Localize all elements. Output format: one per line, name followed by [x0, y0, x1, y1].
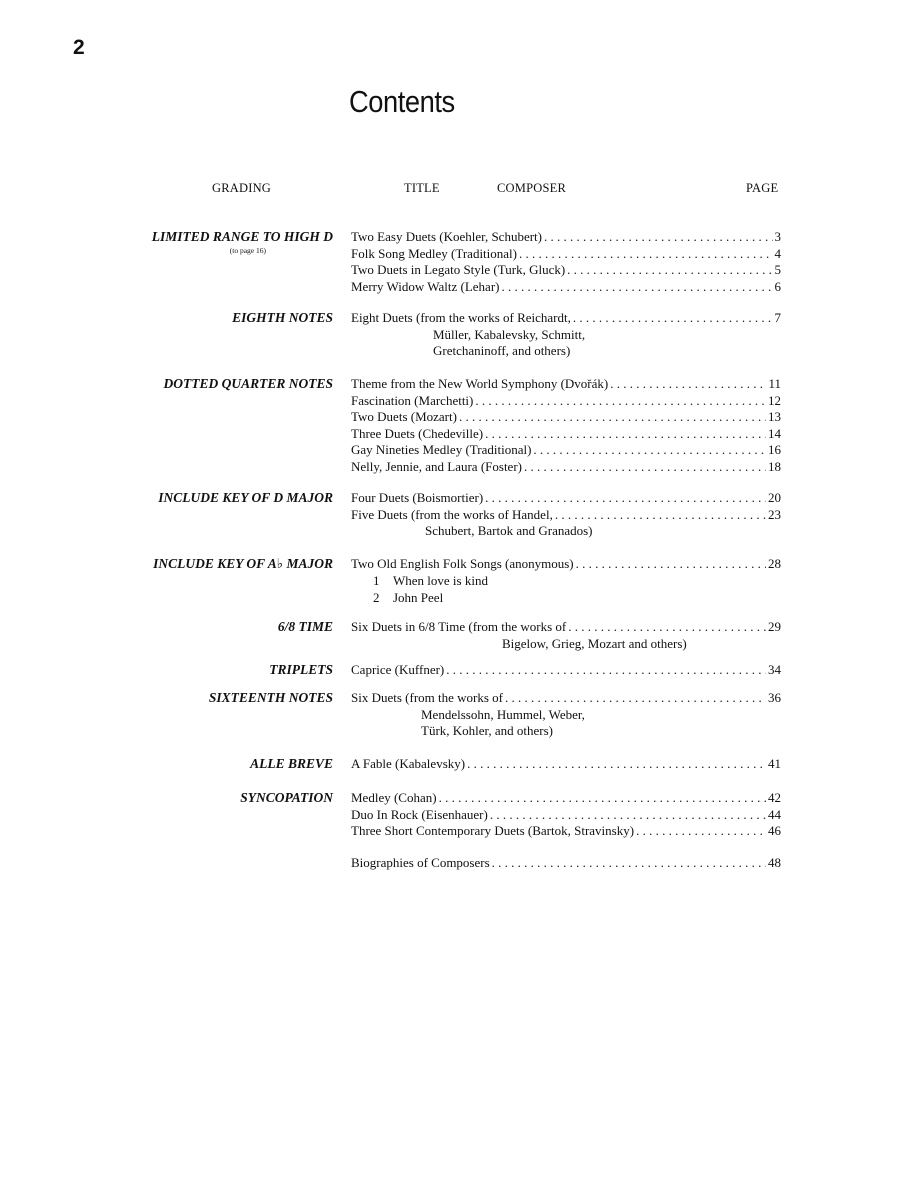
toc-entry[interactable]: [351, 459, 781, 475]
entry-title: Merry Widow Waltz (Lehar): [351, 278, 500, 294]
sub-item: [373, 590, 443, 606]
grade-label: INCLUDE KEY OF D MAJOR: [158, 490, 333, 505]
entry-page: 4: [774, 245, 781, 261]
entry-title: Folk Song Medley (Traditional): [351, 245, 517, 261]
page-title: Contents: [349, 84, 455, 119]
entry-continuation: Müller, Kabalevsky, Schmitt,: [433, 326, 586, 342]
toc-entry[interactable]: [351, 490, 781, 506]
toc-entry[interactable]: [351, 376, 781, 392]
toc-entry[interactable]: [351, 246, 781, 262]
header-title: TITLE: [404, 181, 440, 195]
toc-entry[interactable]: [351, 807, 781, 823]
entry-title: A Fable (Kabalevsky): [351, 756, 466, 771]
entry-page: 48: [768, 855, 781, 870]
toc-entry[interactable]: [351, 442, 781, 458]
entry-title: Six Duets in 6/8 Time (from the works of: [351, 619, 567, 634]
toc-entry[interactable]: [351, 229, 781, 245]
grade-label: INCLUDE KEY OF A♭ MAJOR: [153, 556, 333, 571]
entry-title: Biographies of Composers: [351, 855, 490, 870]
toc-entry[interactable]: [351, 756, 781, 772]
entry-title: Caprice (Kuffner): [351, 662, 445, 677]
header-grading: GRADING: [212, 181, 272, 195]
page-number: 2: [73, 36, 85, 59]
entry-page: 11: [768, 376, 781, 391]
entry-page: 42: [768, 790, 781, 805]
entry-page: 34: [768, 662, 781, 677]
entry-page: 6: [774, 278, 781, 294]
toc-entry[interactable]: [351, 790, 781, 806]
grade-label: 6/8 TIME: [277, 619, 333, 634]
entry-continuation: Mendelssohn, Hummel, Weber,: [421, 706, 585, 722]
entry-title: Theme from the New World Symphony (Dvořák): [351, 376, 609, 391]
toc-entry[interactable]: [351, 556, 781, 572]
sub-item-number: 1: [373, 573, 380, 588]
grade-label: SYNCOPATION: [240, 790, 333, 805]
entry-title: Gay Nineties Medley (Traditional): [351, 442, 532, 457]
entry-title: Five Duets (from the works of Handel,: [351, 506, 553, 522]
entry-page: 20: [768, 490, 781, 505]
header-page: PAGE: [746, 181, 779, 195]
entry-title: Two Duets (Mozart): [351, 409, 457, 424]
entry-continuation: Bigelow, Grieg, Mozart and others): [502, 635, 687, 651]
entry-title: Two Old English Folk Songs (anonymous): [351, 556, 574, 571]
entry-title: Medley (Cohan): [351, 790, 437, 805]
entry-continuation: Gretchaninoff, and others): [433, 343, 571, 358]
entry-page: 14: [768, 425, 781, 441]
toc-entry[interactable]: [351, 393, 781, 409]
entry-page: 41: [768, 756, 781, 771]
entry-title: Fascination (Marchetti): [351, 392, 474, 408]
toc-entry[interactable]: [351, 662, 781, 678]
entry-page: 28: [768, 556, 781, 571]
entry-page: 13: [768, 409, 781, 424]
grade-note: (to page 16): [229, 246, 266, 255]
entry-page: 7: [774, 310, 781, 325]
grade-label: LIMITED RANGE TO HIGH D: [151, 229, 333, 244]
sub-item-number: 2: [373, 590, 380, 605]
entry-title: Four Duets (Boismortier): [351, 490, 484, 505]
entry-page: 23: [768, 506, 781, 522]
entry-page: 18: [768, 458, 781, 474]
grade-label: SIXTEENTH NOTES: [208, 690, 333, 705]
entry-title: Two Duets in Legato Style (Turk, Gluck): [351, 262, 566, 277]
grade-label: ALLE BREVE: [250, 756, 333, 771]
toc-entry[interactable]: [351, 426, 781, 442]
entry-page: 36: [768, 690, 781, 705]
entry-page: 3: [774, 229, 781, 244]
sub-item: [373, 573, 488, 589]
entry-continuation: Türk, Kohler, and others): [421, 723, 553, 738]
grade-label: TRIPLETS: [269, 662, 333, 677]
entry-title: Three Short Contemporary Duets (Bartok, Stravinsky): [351, 823, 635, 838]
toc-entry[interactable]: [351, 279, 781, 295]
sub-item-text: John Peel: [393, 590, 444, 605]
entry-title: Three Duets (Chedeville): [351, 425, 484, 441]
toc-entry[interactable]: [351, 262, 781, 278]
entry-title: Two Easy Duets (Koehler, Schubert): [351, 229, 542, 244]
entry-title: Six Duets (from the works of: [351, 690, 504, 705]
entry-title: Duo In Rock (Eisenhauer): [351, 806, 488, 822]
grade-label: DOTTED QUARTER NOTES: [163, 376, 333, 391]
grade-label: EIGHTH NOTES: [232, 310, 333, 325]
toc-entry[interactable]: [351, 690, 781, 706]
header-composer: COMPOSER: [497, 181, 566, 195]
sub-item-text: When love is kind: [393, 573, 488, 588]
entry-page: 5: [774, 262, 781, 277]
toc-entry[interactable]: [351, 409, 781, 425]
entry-page: 44: [768, 806, 781, 822]
entry-page: 46: [768, 823, 781, 838]
entry-title: Nelly, Jennie, and Laura (Foster): [351, 458, 522, 474]
toc-entry[interactable]: [351, 823, 781, 839]
toc-entry[interactable]: [351, 855, 781, 871]
entry-page: 16: [768, 442, 781, 457]
entry-continuation: Schubert, Bartok and Granados): [425, 523, 593, 538]
toc-entry[interactable]: [351, 310, 781, 326]
toc-entry[interactable]: [351, 619, 781, 635]
entry-page: 29: [768, 619, 781, 634]
entry-page: 12: [768, 392, 781, 408]
entry-title: Eight Duets (from the works of Reichardt,: [351, 310, 571, 325]
toc-entry[interactable]: [351, 507, 781, 523]
